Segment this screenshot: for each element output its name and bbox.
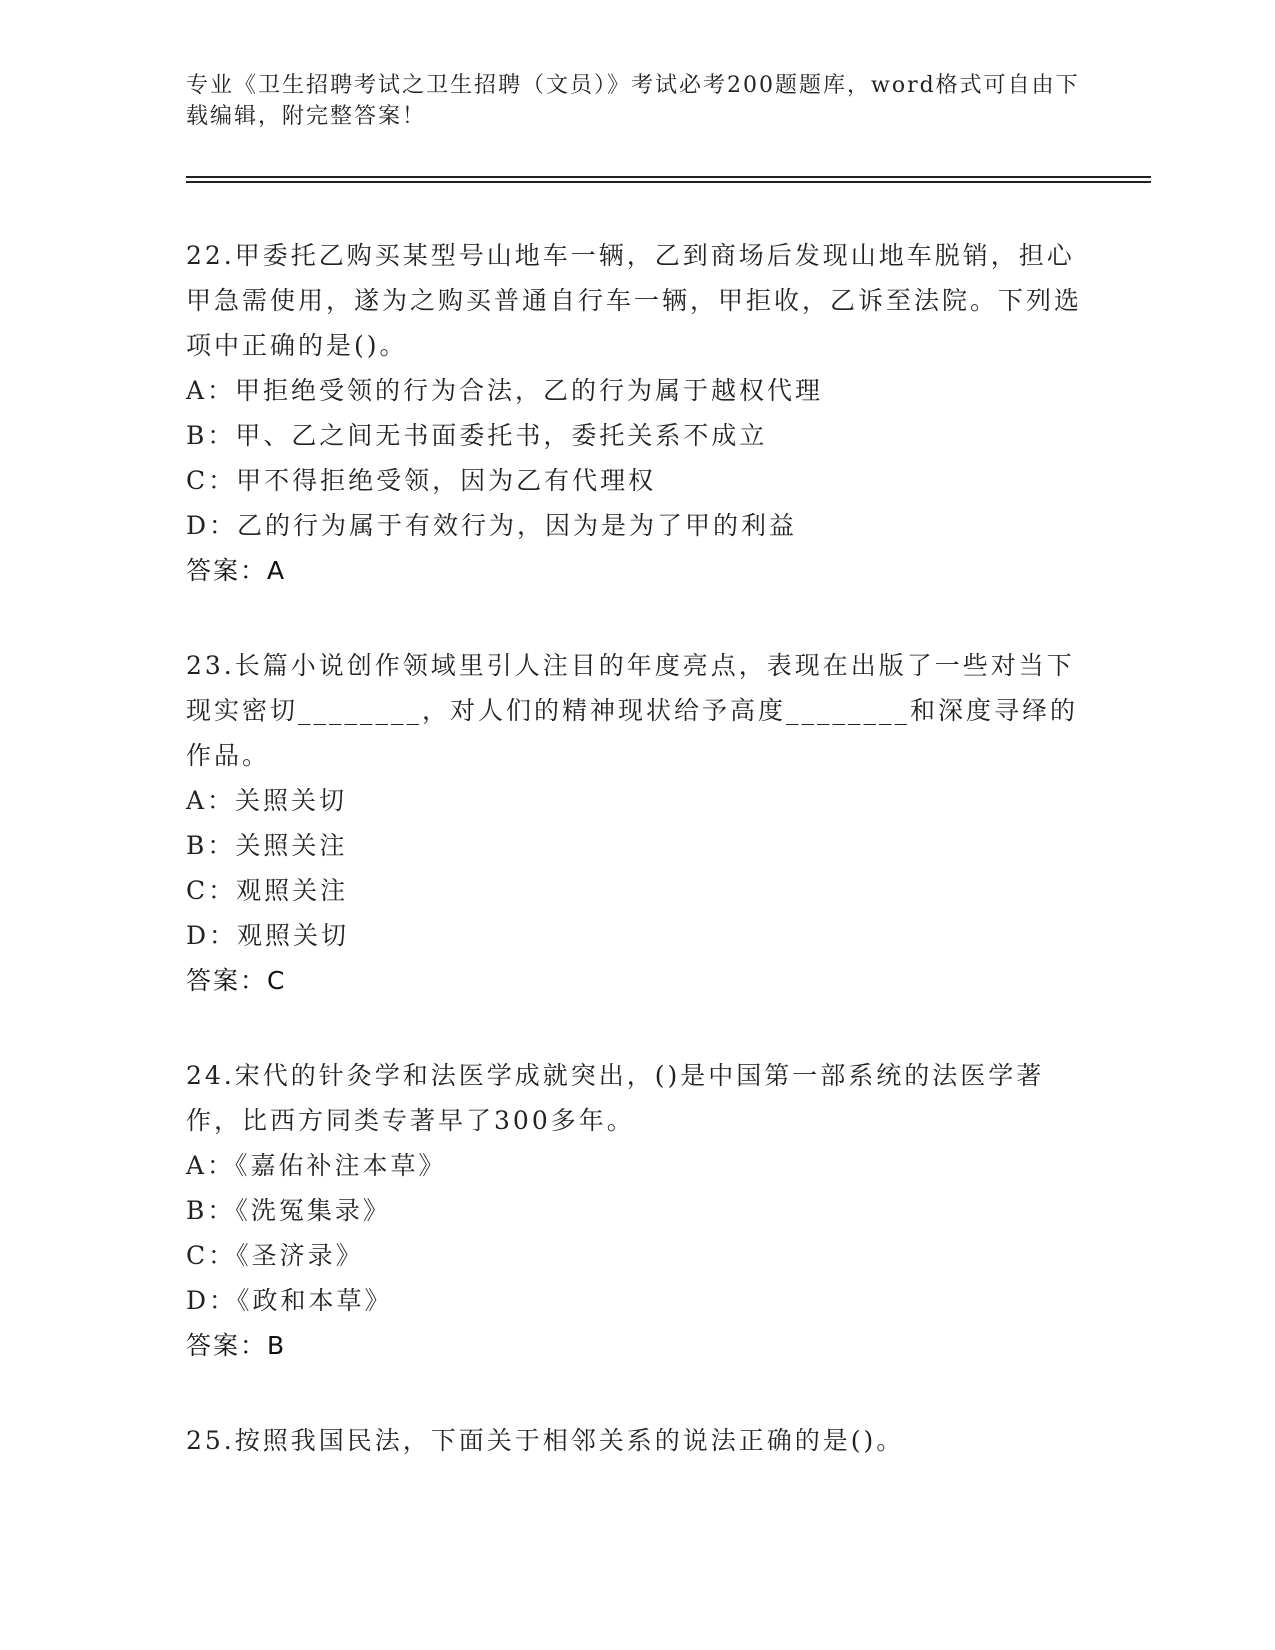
question-stem: 22.甲委托乙购买某型号山地车一辆，乙到商场后发现山地车脱销，担心甲急需使用，遂为之购买普通自行车一辆，甲拒收，乙诉至法院。下列选项中正确的是()。 <box>186 241 1083 360</box>
answer-line: 答案：B <box>186 1331 287 1360</box>
option-c: C：《圣济录》 <box>186 1241 364 1270</box>
question-stem: 23.长篇小说创作领域里引人注目的年度亮点，表现在出版了一些对当下现实密切________，对人们的精神现状给予高度________和深度寻绎的作品。 <box>186 651 1079 770</box>
question-22 <box>186 233 1086 593</box>
header-divider-top <box>186 176 1151 178</box>
option-b: B：关照关注 <box>186 831 348 860</box>
option-d: D：观照关切 <box>186 921 350 950</box>
option-d: D：乙的行为属于有效行为，因为是为了甲的利益 <box>186 511 798 540</box>
answer-line: 答案：C <box>186 966 287 995</box>
question-stem: 24.宋代的针灸学和法医学成就突出，()是中国第一部系统的法医学著作，比西方同类专著早了300多年。 <box>186 1061 1045 1135</box>
question-stem: 25.按照我国民法，下面关于相邻关系的说法正确的是()。 <box>186 1426 905 1455</box>
question-25 <box>186 1418 1086 1463</box>
header-divider-bottom <box>186 181 1151 183</box>
answer-line: 答案：A <box>186 556 287 585</box>
option-a: A：甲拒绝受领的行为合法，乙的行为属于越权代理 <box>186 376 824 405</box>
option-d: D：《政和本草》 <box>186 1286 393 1315</box>
option-a: A：关照关切 <box>186 786 348 815</box>
question-23 <box>186 643 1086 1003</box>
option-c: C：观照关注 <box>186 876 349 905</box>
option-c: C：甲不得拒绝受领，因为乙有代理权 <box>186 466 657 495</box>
option-a: A：《嘉佑补注本草》 <box>186 1151 447 1180</box>
document-header: 专业《卫生招聘考试之卫生招聘（文员）》考试必考200题题库，word格式可自由下载编辑，附完整答案！ <box>186 73 1080 129</box>
option-b: B：《洗冤集录》 <box>186 1196 391 1225</box>
option-b: B：甲、乙之间无书面委托书，委托关系不成立 <box>186 421 768 450</box>
question-24 <box>186 1053 1086 1368</box>
